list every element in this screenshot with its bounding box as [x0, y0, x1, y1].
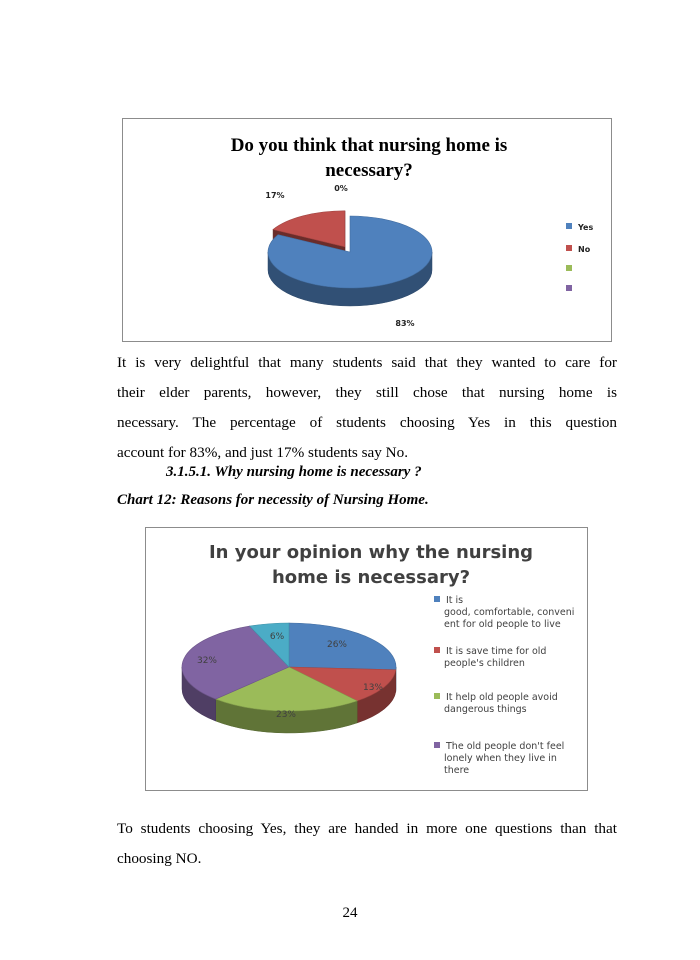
chart-reasons-nursing-home [145, 527, 588, 791]
legend-label: The old people don't feel [446, 741, 565, 752]
legend-swatch [434, 596, 440, 602]
legend-label: ent for old people to live [444, 619, 561, 630]
chart-2-title-line-1: In your opinion why the nursing [208, 542, 534, 563]
legend-swatch [434, 693, 440, 699]
chart-2-data-label: 26% [326, 640, 348, 650]
paragraph-1-line: necessary. The percentage of students choosing Yes in this question [117, 414, 617, 431]
legend-label: No [578, 245, 591, 254]
chart-1-data-label-zero: 0% [334, 184, 348, 193]
paragraph-1-line: account for 83%, and just 17% students say No. [117, 444, 409, 461]
chart-1-data-label-yes: 83% [395, 319, 415, 328]
legend-swatch [566, 223, 572, 229]
chart-nursing-home-necessary [122, 118, 612, 342]
paragraph-2 [117, 814, 617, 874]
legend-label: It help old people avoid [446, 692, 558, 703]
legend-label: lonely when they live in [444, 753, 557, 764]
legend-label: people's children [444, 658, 525, 669]
paragraph-2-line: To students choosing Yes, they are handed in more one questions than that [117, 820, 617, 837]
page-number: 24 [342, 905, 358, 921]
chart-2-svg [146, 528, 587, 790]
chart-caption: Chart 12: Reasons for necessity of Nursing Home. [117, 492, 429, 508]
legend-label: It is save time for old [446, 646, 547, 657]
chart-1-title-line-1: Do you think that nursing home is [230, 135, 508, 156]
chart-2-title-line-2: home is necessary? [271, 567, 471, 588]
legend-swatch [566, 285, 572, 291]
chart-2-data-label: 23% [275, 710, 297, 720]
legend-label: It is [446, 595, 464, 606]
legend-label: good, comfortable, conveni [444, 607, 575, 618]
chart-2-data-label: 32% [196, 656, 218, 666]
paragraph-1 [117, 348, 617, 468]
legend-swatch [434, 742, 440, 748]
chart-2-data-label: 13% [362, 683, 384, 693]
section-heading: 3.1.5.1. Why nursing home is necessary ? [166, 464, 422, 480]
chart-1-svg [123, 119, 611, 341]
legend-label: there [444, 765, 470, 776]
chart-2-legend [434, 595, 574, 776]
chart-1-pie [268, 211, 432, 306]
legend-label: dangerous things [444, 704, 527, 715]
legend-swatch [434, 647, 440, 653]
paragraph-2-line: choosing NO. [117, 850, 202, 867]
legend-swatch [566, 265, 572, 271]
chart-1-legend [566, 223, 593, 291]
legend-label: Yes [578, 223, 594, 232]
paragraph-1-line: It is very delightful that many students said that they wanted to care for [117, 354, 617, 371]
paragraph-1-line: their elder parents, however, they still chose that nursing home is [117, 384, 617, 401]
chart-1-data-label-no: 17% [265, 191, 285, 200]
chart-2-data-label: 6% [269, 632, 285, 642]
legend-swatch [566, 245, 572, 251]
chart-1-title-line-2: necessary? [325, 160, 413, 181]
